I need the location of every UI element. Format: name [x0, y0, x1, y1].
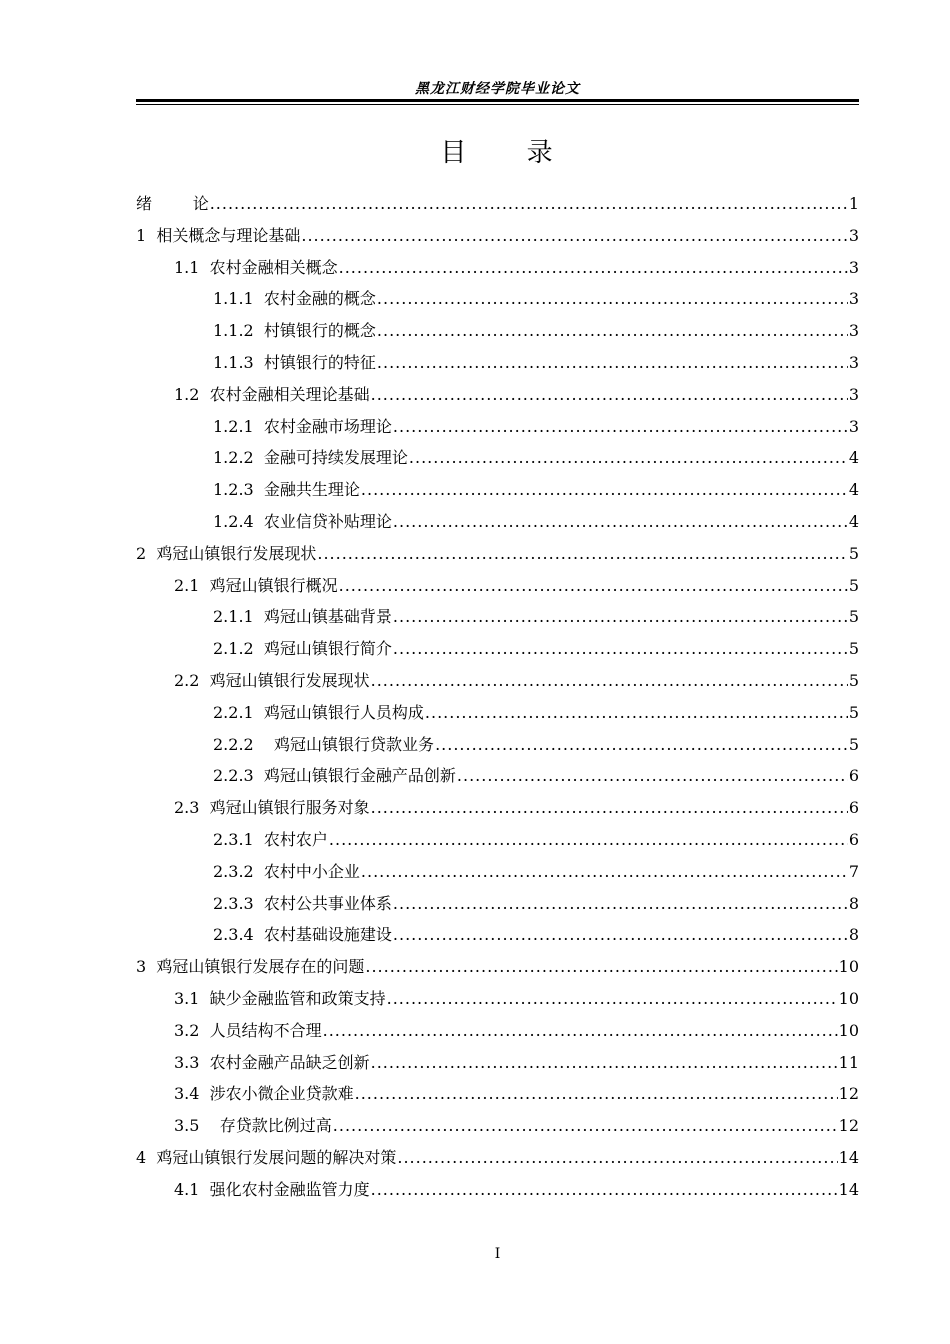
toc-entry[interactable] — [136, 1110, 859, 1142]
toc-entry-page: 8 — [848, 893, 859, 913]
toc-entry-label: 3 鸡冠山镇银行发展存在的问题 — [136, 957, 365, 977]
toc-entry[interactable] — [136, 888, 859, 920]
toc-entry-page: 3 — [848, 384, 859, 404]
toc-entry-label: 1.2.1 农村金融市场理论 — [213, 416, 392, 436]
toc-entry-page: 4 — [848, 511, 859, 531]
toc-entry-page: 11 — [838, 1052, 859, 1072]
toc-dot-leader — [409, 442, 848, 474]
toc-entry-page: 4 — [848, 448, 859, 468]
toc-entry-label: 1.2.3 金融共生理论 — [213, 480, 360, 500]
header-rule-thin — [136, 104, 859, 105]
toc-entry[interactable] — [136, 283, 859, 315]
toc-dot-leader — [301, 220, 847, 252]
toc-entry-label: 2.2 鸡冠山镇银行发展现状 — [174, 670, 370, 690]
toc-entry-label: 1.2 农村金融相关理论基础 — [174, 384, 370, 404]
toc-entry-label: 2.3.4 农村基础设施建设 — [213, 925, 392, 945]
toc-dot-leader — [377, 347, 848, 379]
toc-entry-label: 2.2.2 鸡冠山镇银行贷款业务 — [213, 734, 435, 754]
toc-entry-page: 7 — [848, 861, 859, 881]
toc-entry-page: 5 — [848, 639, 859, 659]
toc-entry-page: 12 — [838, 1084, 859, 1104]
toc-dot-leader — [393, 633, 848, 665]
toc-entry-label: 1.2.2 金融可持续发展理论 — [213, 448, 408, 468]
toc-entry-page: 6 — [848, 766, 859, 786]
toc-entry[interactable] — [136, 347, 859, 379]
toc-entry-label: 2.1.1 鸡冠山镇基础背景 — [213, 607, 392, 627]
toc-entry-page: 3 — [848, 289, 859, 309]
toc-dot-leader — [333, 1110, 838, 1142]
toc-entry-label: 2.2.3 鸡冠山镇银行金融产品创新 — [213, 766, 456, 786]
page-number: I — [494, 1246, 501, 1262]
toc-entry[interactable] — [136, 411, 859, 443]
toc-dot-leader — [339, 252, 848, 284]
toc-entry-page: 3 — [848, 321, 859, 341]
running-header: 黑龙江财经学院毕业论文 — [415, 81, 580, 97]
toc-entry-label: 2.2.1 鸡冠山镇银行人员构成 — [213, 702, 424, 722]
toc-entry[interactable] — [136, 442, 859, 474]
toc-dot-leader — [457, 760, 848, 792]
toc-entry[interactable] — [136, 474, 859, 506]
toc-entry-page: 5 — [848, 575, 859, 595]
toc-dot-leader — [435, 729, 848, 761]
toc-entry[interactable] — [136, 729, 859, 761]
toc-entry[interactable] — [136, 951, 859, 983]
toc-entry-page: 10 — [838, 1020, 859, 1040]
toc-entry-page: 5 — [848, 734, 859, 754]
toc-dot-leader — [393, 411, 848, 443]
toc-entry-label: 2.3.3 农村公共事业体系 — [213, 893, 392, 913]
toc-dot-leader — [387, 983, 838, 1015]
toc-entry-page: 5 — [848, 543, 859, 563]
toc-entry[interactable] — [136, 1078, 859, 1110]
toc-entry-page: 14 — [838, 1147, 859, 1167]
toc-entry-page: 3 — [848, 257, 859, 277]
toc-entry[interactable] — [136, 633, 859, 665]
toc-entry-page: 10 — [838, 988, 859, 1008]
toc-entry-label: 1.2.4 农业信贷补贴理论 — [213, 511, 392, 531]
toc-entry-label: 1.1.1 农村金融的概念 — [213, 289, 376, 309]
toc-entry-label: 2.3 鸡冠山镇银行服务对象 — [174, 798, 370, 818]
toc-dot-leader — [339, 570, 848, 602]
toc-dot-leader — [425, 697, 848, 729]
toc-entry-page: 3 — [848, 352, 859, 372]
toc-dot-leader — [361, 474, 848, 506]
toc-dot-leader — [393, 601, 848, 633]
toc-entry-page: 5 — [848, 607, 859, 627]
toc-list — [136, 188, 859, 1206]
toc-entry-label: 2.1 鸡冠山镇银行概况 — [174, 575, 338, 595]
toc-entry[interactable] — [136, 188, 859, 220]
toc-entry-page: 3 — [848, 225, 859, 245]
toc-dot-leader — [393, 888, 848, 920]
toc-entry-page: 12 — [838, 1116, 859, 1136]
toc-entry[interactable] — [136, 601, 859, 633]
toc-entry-label: 2 鸡冠山镇银行发展现状 — [136, 543, 317, 563]
toc-entry-label: 1.1.3 村镇银行的特征 — [213, 352, 376, 372]
toc-entry[interactable] — [136, 379, 859, 411]
toc-entry-page: 4 — [848, 480, 859, 500]
toc-entry-label: 绪 论 — [136, 194, 209, 213]
toc-entry[interactable] — [136, 919, 859, 951]
toc-dot-leader — [323, 1015, 838, 1047]
toc-entry-label: 2.1.2 鸡冠山镇银行简介 — [213, 639, 392, 659]
toc-entry-page: 6 — [848, 829, 859, 849]
toc-entry[interactable] — [136, 1142, 859, 1174]
toc-entry-label: 2.3.1 农村农户 — [213, 829, 328, 849]
toc-dot-leader — [355, 1078, 838, 1110]
toc-entry[interactable] — [136, 1174, 859, 1206]
toc-dot-leader — [377, 315, 848, 347]
toc-entry-label: 1.1 农村金融相关概念 — [174, 257, 338, 277]
toc-dot-leader — [397, 1142, 837, 1174]
toc-dot-leader — [371, 1047, 838, 1079]
toc-entry-label: 3.1 缺少金融监管和政策支持 — [174, 988, 386, 1008]
toc-title — [136, 132, 859, 169]
toc-dot-leader — [365, 951, 837, 983]
toc-dot-leader — [371, 792, 848, 824]
toc-entry-label: 1.1.2 村镇银行的概念 — [213, 321, 376, 341]
toc-entry-label: 3.3 农村金融产品缺乏创新 — [174, 1052, 370, 1072]
toc-entry-label: 4 鸡冠山镇银行发展问题的解决对策 — [136, 1147, 397, 1167]
toc-entry[interactable] — [136, 315, 859, 347]
toc-entry[interactable] — [136, 665, 859, 697]
toc-entry[interactable] — [136, 1015, 859, 1047]
toc-entry-page: 3 — [848, 416, 859, 436]
toc-dot-leader — [361, 856, 848, 888]
toc-entry-page: 5 — [848, 670, 859, 690]
toc-entry[interactable] — [136, 252, 859, 284]
toc-entry[interactable] — [136, 570, 859, 602]
toc-title-char-1: 目 — [440, 138, 469, 168]
toc-entry[interactable] — [136, 792, 859, 824]
toc-entry[interactable] — [136, 538, 859, 570]
toc-dot-leader — [371, 665, 848, 697]
toc-entry[interactable] — [136, 506, 859, 538]
toc-entry-page: 8 — [848, 925, 859, 945]
toc-dot-leader — [371, 1174, 838, 1206]
toc-dot-leader — [210, 188, 848, 220]
toc-entry-page: 14 — [838, 1179, 859, 1199]
toc-entry-label: 4.1 强化农村金融监管力度 — [174, 1179, 370, 1199]
toc-entry-page: 1 — [848, 194, 859, 213]
toc-entry[interactable] — [136, 856, 859, 888]
toc-dot-leader — [393, 919, 848, 951]
toc-entry[interactable] — [136, 220, 859, 252]
toc-entry-label: 2.3.2 农村中小企业 — [213, 861, 360, 881]
header-rule-thick — [136, 99, 859, 102]
toc-entry-label: 3.4 涉农小微企业贷款难 — [174, 1084, 354, 1104]
toc-entry-label: 3.5 存贷款比例过高 — [174, 1116, 332, 1136]
toc-entry-label: 1 相关概念与理论基础 — [136, 225, 301, 245]
toc-entry[interactable] — [136, 697, 859, 729]
toc-entry-page: 10 — [838, 957, 859, 977]
toc-entry-page: 5 — [848, 702, 859, 722]
toc-dot-leader — [317, 538, 847, 570]
toc-dot-leader — [393, 506, 848, 538]
toc-dot-leader — [377, 283, 848, 315]
toc-entry[interactable] — [136, 1047, 859, 1079]
toc-dot-leader — [329, 824, 848, 856]
toc-entry[interactable] — [136, 983, 859, 1015]
toc-entry[interactable] — [136, 760, 859, 792]
toc-dot-leader — [371, 379, 848, 411]
toc-title-char-2: 录 — [526, 138, 555, 168]
toc-entry[interactable] — [136, 824, 859, 856]
toc-entry-page: 6 — [848, 798, 859, 818]
toc-entry-label: 3.2 人员结构不合理 — [174, 1020, 322, 1040]
